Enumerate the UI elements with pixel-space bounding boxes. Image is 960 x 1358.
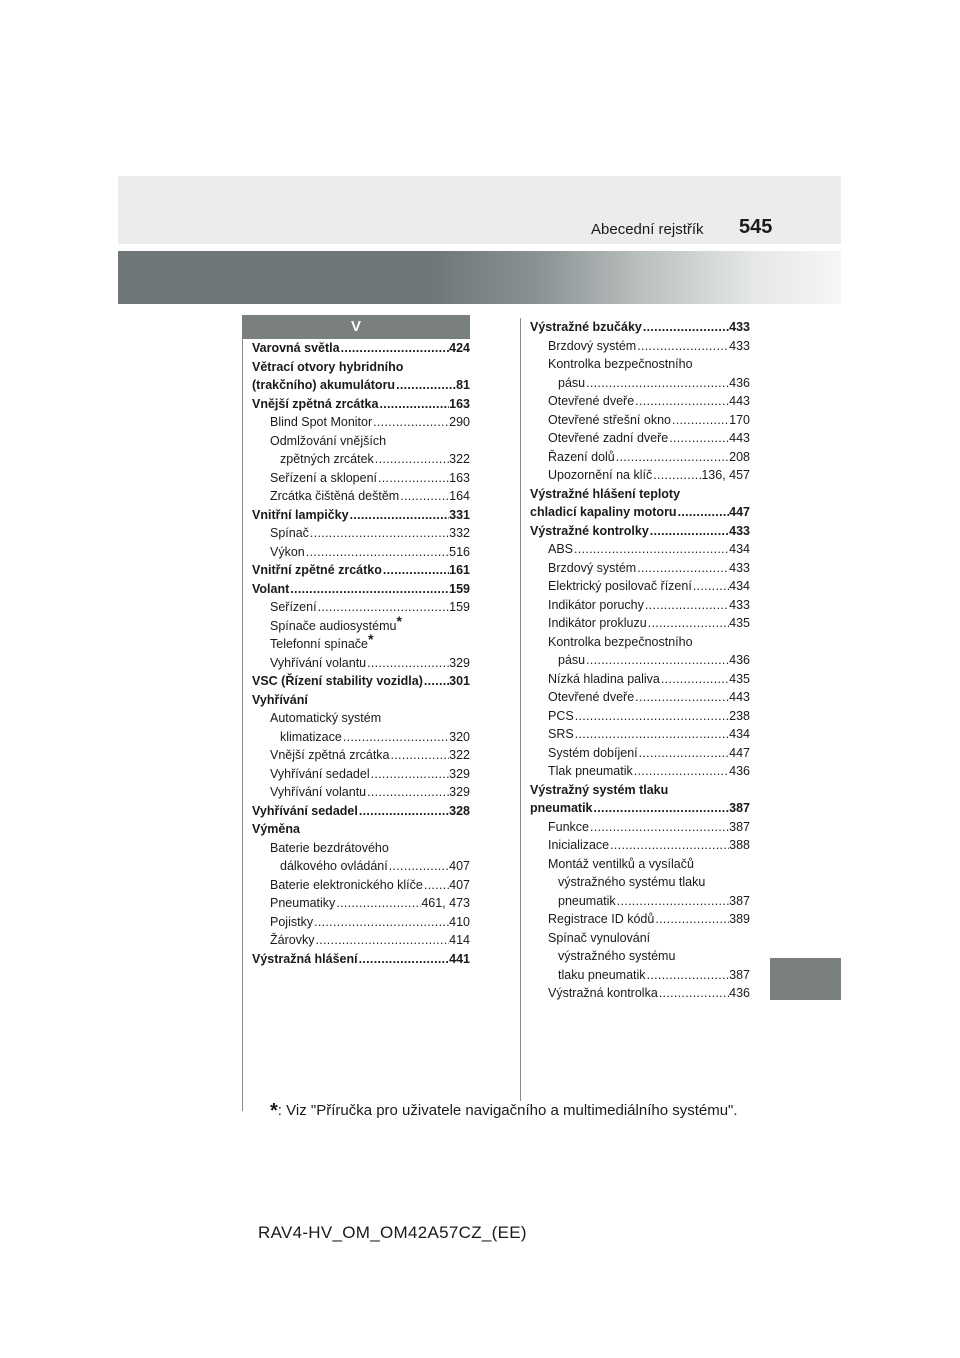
index-entry [530,670,750,689]
dot-leader [335,894,421,913]
index-entry [530,818,750,837]
dot-leader [423,672,449,691]
index-entry-label: Otevřené dveře [548,690,635,704]
dot-leader [423,876,449,895]
index-entry-label: Varovná světla [252,341,340,355]
index-entry-label: Výstražné kontrolky [530,523,649,538]
index-entry-label: (trakčního) akumulátoru [252,378,396,392]
dot-leader [573,540,729,559]
dot-leader [593,799,730,818]
index-entry-label: Výstražné hlášení teploty [530,486,681,501]
index-entry [252,524,470,543]
dot-leader [399,487,449,506]
index-entry [252,339,470,358]
index-entry [530,411,750,430]
dot-leader [377,469,449,488]
index-entry-label: Otevřené dveře [548,394,635,408]
index-entry-page: 163 [449,470,470,485]
index-entry [530,355,750,374]
dot-leader [358,802,449,821]
index-entry [252,450,470,469]
index-entry-label: zpětných zrcátek [280,452,374,466]
index-entry [252,469,470,488]
dot-leader [305,543,449,562]
index-entry [530,799,750,818]
index-entry [530,910,750,929]
index-entry-page: 329 [449,785,470,799]
index-entry-label: Kontrolka bezpečnostního [548,357,693,371]
index-entry-label: Výměna [252,822,300,836]
index-entry [530,744,750,763]
index-entry [252,857,470,876]
index-entry [252,376,470,395]
index-entry-page: 301 [449,674,470,688]
dot-leader [390,746,450,765]
index-entry-label: pásu [558,375,586,390]
index-entry [252,839,470,858]
index-entry-label: SRS [548,727,574,741]
index-entry-label: Blind Spot Monitor [270,415,373,429]
index-entry-label: Výstražný systém tlaku [530,782,669,797]
index-entry [252,580,470,599]
index-entry-page: 81 [456,378,470,392]
dot-leader [634,392,729,411]
index-entry [252,631,470,654]
index-entry-label: Indikátor poruchy [548,597,644,612]
index-entry [530,503,750,522]
index-entry [252,894,470,913]
index-entry-label: Automatický systém [270,711,382,725]
index-entry [530,540,750,559]
index-entry-label: dálkového ovládání [280,859,388,873]
footnote-star-marker: * [368,631,374,647]
index-entry-label: Spínač vynulování [548,930,651,945]
dot-leader [372,413,449,432]
index-entry-label: výstražného systému [558,949,676,963]
index-entry [530,577,750,596]
index-entry-page: 322 [449,452,470,466]
index-entry [252,358,470,377]
index-entry-page: 410 [449,914,470,929]
index-column-right [530,318,750,1003]
index-entry [530,374,750,393]
index-entry [530,892,750,911]
dot-leader [634,688,729,707]
index-entry-page: 443 [729,690,750,704]
index-entry-page: 164 [449,489,470,503]
index-entry-label: klimatizace [280,729,342,744]
index-entry [252,561,470,580]
index-entry [530,392,750,411]
index-entry [252,709,470,728]
index-entry-page: 441 [449,951,470,966]
footnote-text: : Viz "Příručka pro uživatele navigačního a multimediálního systému". [277,1102,738,1119]
index-entry-page: 159 [449,600,470,614]
index-entry-label: Vyhřívání sedadel [252,803,358,818]
index-entry [252,413,470,432]
dot-leader [313,913,449,932]
index-entry [530,929,750,948]
dot-leader [647,614,729,633]
index-entry-label: Seřízení [270,600,317,614]
index-entry-label: chladicí kapaliny motoru [530,505,677,519]
dot-leader [652,466,701,485]
index-entry-label: Nízká hladina paliva [548,671,660,686]
index-entry-label: Otevřené zadní dveře [548,431,669,445]
index-entry-page: 434 [729,542,750,556]
index-entry [530,522,750,541]
index-entry-label: Spínače audiosystému [270,618,397,633]
index-column-left [252,339,470,968]
dot-leader [574,725,729,744]
index-entry [530,725,750,744]
index-entry [530,429,750,448]
index-entry-page: 322 [449,748,470,762]
index-entry [530,633,750,652]
index-entry-label: Výkon [270,544,305,559]
dot-leader [646,966,730,985]
index-entry-page: 435 [729,671,750,686]
index-entry-label: Elektrický posilovač řízení [548,579,692,593]
index-entry [530,855,750,874]
index-entry-label: Brzdový systém [548,338,637,353]
index-entry-page: 433 [729,523,750,538]
index-entry-label: Vnější zpětná zrcátka [270,748,390,762]
index-entry [530,984,750,1003]
dot-leader [366,654,449,673]
index-entry-label: Vnitřní lampičky [252,507,349,522]
index-entry-label: pásu [558,653,586,667]
index-entry-label: výstražného systému tlaku [558,875,706,889]
index-entry [530,966,750,985]
dot-leader [585,651,729,670]
index-entry [530,485,750,504]
dot-leader [309,524,449,543]
index-entry-page: 434 [729,727,750,741]
dot-leader [289,580,449,599]
index-entry-page: 331 [449,507,470,522]
index-entry-label: Pneumatiky [270,896,336,910]
index-entry-page: 387 [729,893,750,908]
index-entry-label: Spínač [270,526,309,540]
dot-leader [378,395,449,414]
index-entry-label: pneumatik [558,893,616,908]
index-entry-page: 407 [449,877,470,892]
index-entry [530,781,750,800]
header-band [118,176,841,244]
index-entry-page: 433 [729,320,750,334]
index-entry-page: 424 [449,341,470,355]
dot-leader [677,503,730,522]
section-letter: V [242,315,470,339]
index-entry-label: Baterie bezdrátového [270,840,389,855]
index-entry [252,765,470,784]
index-entry [252,654,470,673]
dot-leader [633,762,729,781]
index-entry [530,466,750,485]
dot-leader [692,577,729,596]
index-entry-page: 170 [729,412,750,427]
index-entry [530,836,750,855]
index-entry-label: Tlak pneumatik [548,764,633,778]
index-entry-page: 388 [729,838,750,852]
dot-leader [671,411,729,430]
dot-leader [589,818,729,837]
index-entry-page: 414 [449,933,470,947]
index-entry [530,448,750,467]
index-entry-page: 434 [729,579,750,593]
left-column-rule [242,339,243,1111]
index-entry-label: tlaku pneumatik [558,967,646,982]
index-entry-label: Funkce [548,819,589,834]
index-entry-page: 516 [449,544,470,559]
dot-leader [317,598,450,617]
index-entry-page: 238 [729,708,750,723]
index-entry-label: Seřízení a sklopení [270,470,378,485]
index-entry-label: Výstražné bzučáky [530,320,642,334]
index-entry-page: 447 [729,505,750,519]
index-entry-page: 436 [729,375,750,390]
index-entry-label: Vnitřní zpětné zrcátko [252,563,382,577]
index-entry-label: Vyhřívání sedadel [270,766,370,781]
index-entry-label: Inicializace [548,838,610,852]
index-entry-label: Vyhřívání volantu [270,785,367,799]
middle-column-rule [520,318,521,1101]
index-entry [252,783,470,802]
index-entry-label: ABS [548,542,574,556]
index-entry [252,395,470,414]
index-entry [252,506,470,525]
index-entry-label: Upozornění na klíč [548,468,653,482]
dot-leader [636,559,729,578]
dot-leader [615,448,729,467]
index-entry [530,318,750,337]
index-entry [530,688,750,707]
footnote [270,1100,738,1123]
index-entry-page: 433 [729,338,750,353]
index-entry [530,614,750,633]
index-entry-page: 161 [449,563,470,577]
index-entry-label: Vnější zpětná zrcátka [252,396,379,411]
index-entry [252,672,470,691]
document-code: RAV4-HV_OM_OM42A57CZ_(EE) [258,1223,527,1242]
dot-leader [366,783,449,802]
index-entry-label: Větrací otvory hybridního [252,359,404,374]
dot-leader [609,836,729,855]
dot-leader [668,429,729,448]
index-entry-label: VSC (Řízení stability vozidla) [252,674,423,688]
index-entry [252,950,470,969]
dot-leader [340,339,450,358]
dot-leader [585,374,729,393]
dot-leader [642,318,729,337]
dot-leader [374,450,449,469]
index-entry-page: 436 [729,764,750,778]
dot-leader [574,707,729,726]
dot-leader [395,376,456,395]
dot-leader [636,337,729,356]
index-entry-label: Kontrolka bezpečnostního [548,634,693,649]
footnote-star: * [270,1100,278,1122]
index-entry [252,931,470,950]
index-entry-page: 387 [729,819,750,834]
index-entry-page: 290 [449,415,470,429]
index-entry-label: Otevřené střešní okno [548,412,671,427]
dot-leader [638,744,730,763]
index-entry [530,707,750,726]
index-entry-label: Baterie elektronického klíče [270,877,423,892]
index-entry [252,543,470,562]
dot-leader [342,728,449,747]
index-entry-label: Řazení dolů [548,449,615,464]
dot-leader [349,506,450,525]
index-entry-page: 320 [449,729,470,744]
index-entry-label: pneumatik [530,801,593,815]
index-entry-page: 435 [729,616,750,630]
dot-leader [658,984,729,1003]
index-entry-page: 389 [729,912,750,926]
index-entry-page: 433 [729,597,750,612]
index-entry [252,487,470,506]
header-title: Abecední rejstřík [591,221,704,238]
index-entry [252,876,470,895]
index-entry [252,612,470,636]
index-entry-label: Odmlžování vnějších [270,433,387,448]
index-entry-label: Vyhřívání volantu [270,655,367,670]
index-entry [252,691,470,710]
index-entry [252,820,470,839]
index-entry-page: 443 [729,431,750,445]
index-entry-page: 159 [449,581,470,596]
index-entry-label: Brzdový systém [548,560,637,575]
index-entry-label: Systém dobíjení [548,745,638,760]
index-entry-label: Výstražná kontrolka [548,986,658,1000]
dot-leader [649,522,729,541]
dot-leader [644,596,729,615]
section-tab-marker [770,958,841,1000]
index-entry-label: Pojistky [270,914,314,929]
index-entry-page: 436 [729,653,750,667]
index-entry-label: Registrace ID kódů [548,912,655,926]
index-entry-page: 436 [729,986,750,1000]
index-entry-page: 328 [449,803,470,818]
index-entry-page: 136, 457 [701,468,750,482]
dot-leader [314,931,449,950]
index-entry-page: 407 [449,859,470,873]
dot-leader [654,910,729,929]
index-entry [252,728,470,747]
index-entry-page: 461, 473 [421,896,470,910]
index-entry [530,596,750,615]
index-entry-page: 208 [729,449,750,464]
index-entry-label: Vyhřívání [252,692,308,707]
dot-leader [616,892,729,911]
index-entry-label: Indikátor prokluzu [548,616,647,630]
index-entry [530,762,750,781]
index-entry [252,432,470,451]
index-entry-page: 329 [449,655,470,670]
index-entry-page: 447 [729,745,750,760]
index-entry [252,913,470,932]
index-entry [530,337,750,356]
dot-leader [370,765,450,784]
index-entry-page: 329 [449,766,470,781]
index-entry [530,947,750,966]
index-entry-page: 433 [729,560,750,575]
index-entry [530,873,750,892]
index-entry-label: Zrcátka čištěná deštěm [270,489,400,503]
dot-leader [358,950,450,969]
index-entry-page: 443 [729,394,750,408]
page-number: 545 [739,216,773,238]
index-entry-label: Montáž ventilků a vysílačů [548,856,694,871]
index-entry-page: 387 [729,801,750,815]
index-entry-page: 163 [449,396,470,411]
footnote-star-marker: * [396,612,402,629]
dot-leader [382,561,449,580]
dot-leader [660,670,729,689]
index-entry-label: Žárovky [270,933,315,947]
index-entry-page: 332 [449,526,470,540]
index-entry [530,559,750,578]
index-entry [252,746,470,765]
index-entry-page: 387 [729,967,750,982]
index-entry-label: Telefonní spínače [270,637,368,651]
index-entry [252,598,470,617]
index-entry-label: Volant [252,581,290,596]
dot-leader [388,857,449,876]
index-entry-label: Výstražná hlášení [252,951,358,966]
index-entry [252,802,470,821]
index-entry-label: PCS [548,708,574,723]
header-gradient-bar [118,251,841,304]
index-entry [530,651,750,670]
